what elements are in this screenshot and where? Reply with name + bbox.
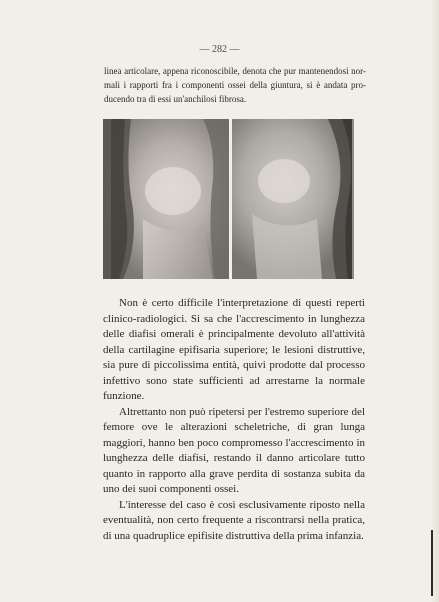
- paragraph: Non è certo difficile l'interpretazione di questi reperti clinico-radiologici. Si sa che l'accrescimento in lunghezza delle diafisi omerali è principalmente devoluto all'attività della cartilagine epifisaria superiore; le lesioni distruttive, sia pure di piccolissima entità, quivi prodotte dal processo infettivo sono state sufficienti ad arrestarne la normale funzione.: [103, 297, 365, 402]
- paragraph: Altrettanto non può ripetersi per l'estremo superiore del femore ove le alterazioni scheletriche, di gran lunga maggiori, hanno ben poco compromesso l'accrescimento in lunghezza delle diafisi, restando il danno articolare tutto quanto in rapporto alla grave perdita di sostanza subita da uno dei suoi componenti ossei.: [103, 405, 365, 495]
- figure-caption: [104, 64, 366, 106]
- paragraph: L'interesse del caso è così esclusivamente riposto nella eventualità, non certo frequente a riscontrarsi nella pratica, di una quadruplice epifisite distruttiva della prima infanzia.: [103, 498, 365, 542]
- page-number: — 282 —: [199, 44, 240, 55]
- caption-line: linea articolare, appena riconoscibile, denota che pur mantenendosi nor-: [104, 66, 366, 76]
- radiograph-figure: [103, 119, 361, 279]
- radiograph-left: [103, 119, 229, 279]
- radiograph-right: [232, 119, 361, 279]
- page-edge-shadow: [431, 0, 439, 602]
- caption-line: mali i rapporti fra i componenti ossei della giuntura, si è andata pro-: [104, 80, 366, 90]
- body-text: [103, 296, 365, 544]
- margin-rule: [431, 530, 433, 596]
- caption-line: ducendo tra di essi un'anchilosi fibrosa.: [104, 94, 247, 104]
